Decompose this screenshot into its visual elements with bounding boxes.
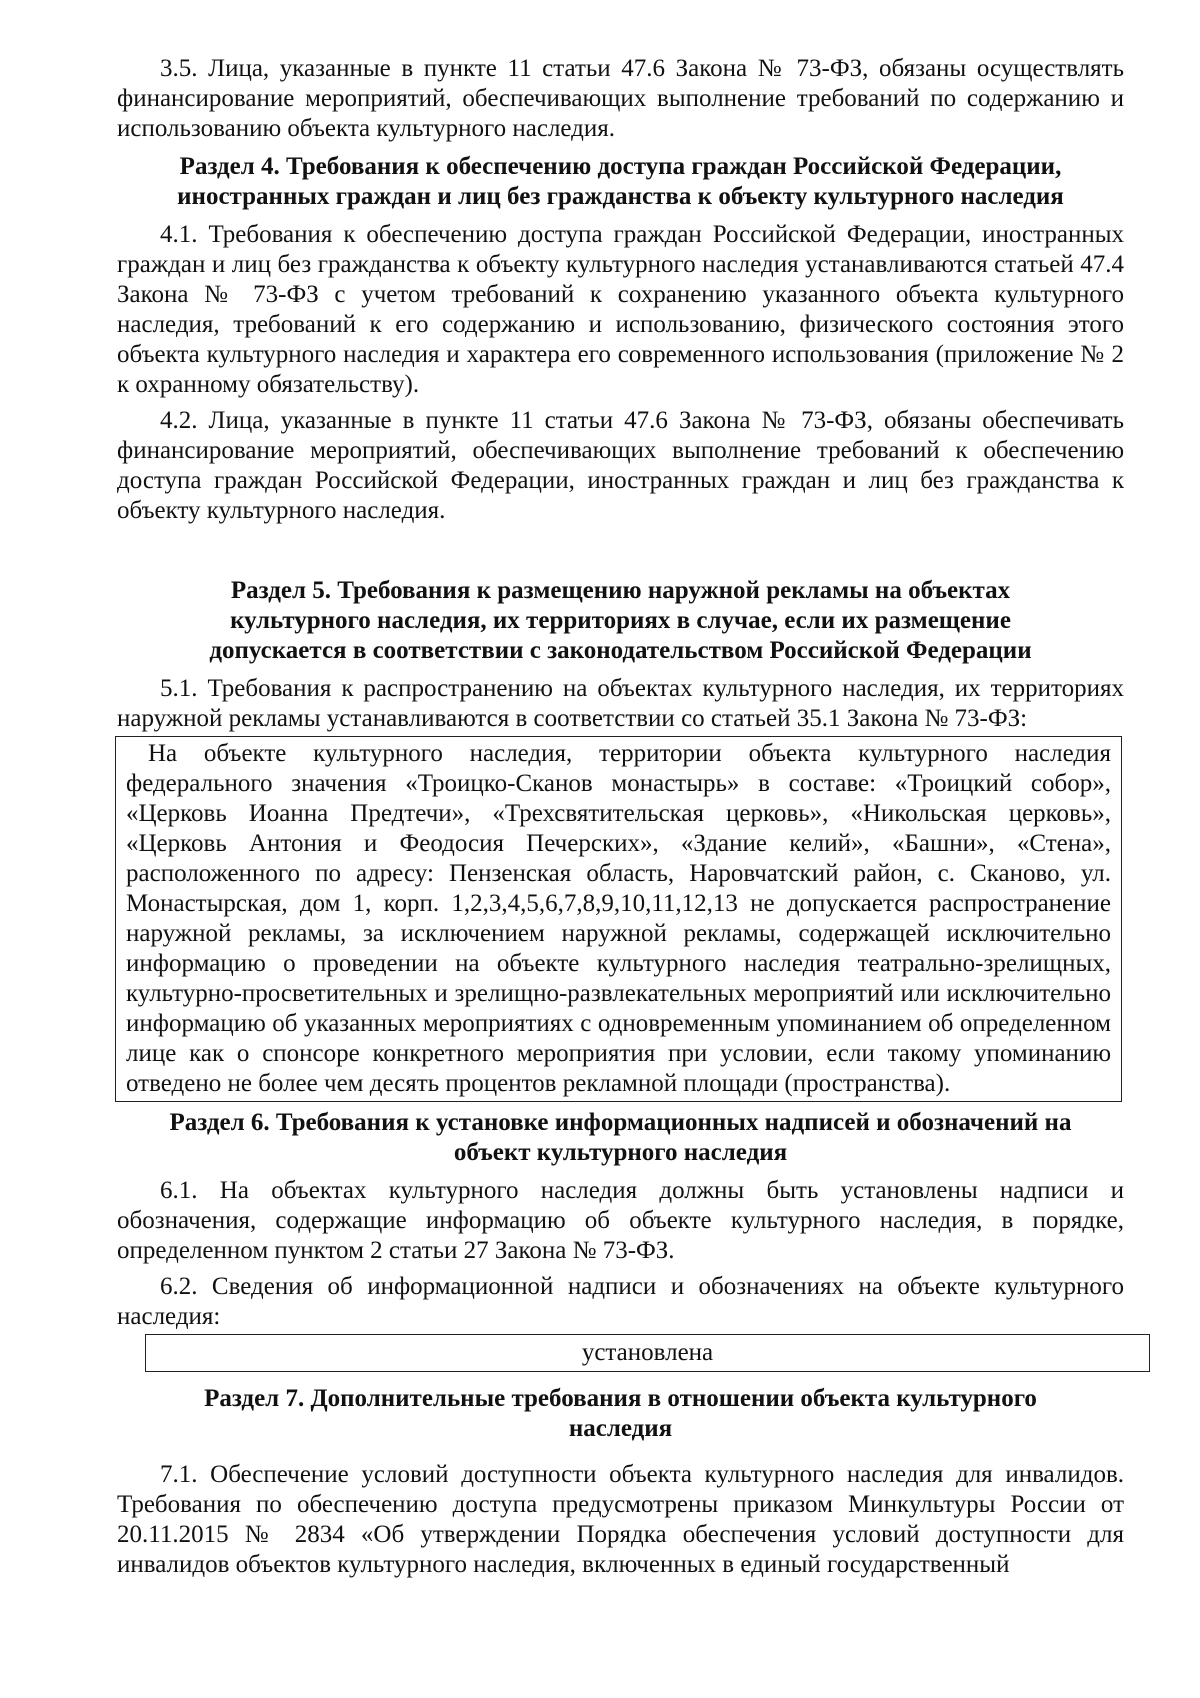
- inscription-status-value: установлена: [581, 1339, 714, 1366]
- section-5-heading: [117, 576, 1124, 666]
- advertising-requirements-text: На объекте культурного наследия, территории объекта культурного наследия федерального значения «Троицко-Сканов монастырь» в составе: «Троицкий собор», «Церковь Иоанна Предтечи», «Трехсвятительская церковь», «Никольская церковь», «Церковь Антония и Феодосия Печерских», «Здание келий», «Башни», «Стена», расположенного по адресу: Пензенская область, Наровчатский район, с. Сканово, ул. Монастырская, дом 1, корп. 1,2,3,4,5,6,7,8,9,10,11,12,13 не допускается распространение наружной рекламы, за исключением наружной рекламы, содержащей исключительно информацию о проведении на объекте культурного наследия театрально-зрелищных, культурно-просветительных и зрелищно-развлекательных мероприятий или исключительно информацию об указанных мероприятиях с одновременным упоминанием об определенном лице как о спонсоре конкретного мероприятия при условии, если такому упоминанию отведено не более чем десять процентов рекламной площади (пространства).: [126, 740, 1111, 1097]
- section-6-heading: [117, 1108, 1124, 1168]
- paragraph-4-2: 4.2. Лица, указанные в пункте 11 статьи 47.6 Закона № 73-ФЗ, обязаны обеспечивать финансирование мероприятий, обеспечивающих выполнение требований к обеспечению доступа граждан Российской Федерации, иностранных граждан и лиц без гражданства к объекту культурного наследия.: [117, 407, 1124, 524]
- section-5-heading-line-2: культурного наследия, их территориях в случае, если их размещение: [230, 607, 1011, 634]
- section-4-heading: [117, 152, 1124, 212]
- paragraph-3-5: 3.5. Лица, указанные в пункте 11 статьи 47.6 Закона № 73-ФЗ, обязаны осуществлять финансирование мероприятий, обеспечивающих выполнение требований по содержанию и использованию объекта культурного наследия.: [117, 55, 1124, 142]
- inscription-status-box: [145, 1334, 1150, 1372]
- section-4-heading-line-2: иностранных граждан и лиц без гражданства к объекту культурного наследия: [177, 183, 1064, 210]
- section-7-heading: [117, 1384, 1124, 1444]
- section-6-heading-line-2: объект культурного наследия: [453, 1139, 788, 1166]
- paragraph-4-1: 4.1. Требования к обеспечению доступа граждан Российской Федерации, иностранных граждан и лиц без гражданства к объекту культурного наследия устанавливаются статьей 47.4 Закона № 73-ФЗ с учетом требований к сохранению указанного объекта культурного наследия, требований к его содержанию и использованию, физического состояния этого объекта культурного наследия и характера его современного использования (приложение № 2 к охранному обязательству).: [117, 221, 1124, 398]
- paragraph-6-2: 6.2. Сведения об информационной надписи и обозначениях на объекте культурного наследия:: [117, 1273, 1124, 1330]
- paragraph-5-1: 5.1. Требования к распространению на объектах культурного наследия, их территориях наружной рекламы устанавливаются в соответствии со статьей 35.1 Закона № 73-ФЗ:: [117, 675, 1124, 732]
- section-7-heading-line-2: наследия: [568, 1415, 673, 1442]
- paragraph-7-1: 7.1. Обеспечение условий доступности объекта культурного наследия для инвалидов. Требования по обеспечению доступа предусмотрены приказом Минкультуры России от 20.11.2015 № 2834 «Об утверждении Порядка обеспечения условий доступности для инвалидов объектов культурного наследия, включенных в единый государственный: [117, 1461, 1124, 1578]
- paragraph-6-1: 6.1. На объектах культурного наследия должны быть установлены надписи и обозначения, содержащие информацию об объекте культурного наследия, в порядке, определенном пунктом 2 статьи 27 Закона № 73-ФЗ.: [117, 1177, 1124, 1264]
- section-7-heading-line-1: Раздел 7. Дополнительные требования в отношении объекта культурного: [204, 1385, 1037, 1412]
- section-4-heading-line-1: Раздел 4. Требования к обеспечению доступа граждан Российской Федерации,: [179, 153, 1062, 180]
- advertising-requirements-box: [115, 736, 1122, 1102]
- section-5-heading-line-3: допускается в соответствии с законодательством Российской Федерации: [209, 637, 1032, 664]
- section-6-heading-line-1: Раздел 6. Требования к установке информационных надписей и обозначений на: [169, 1109, 1072, 1136]
- section-5-heading-line-1: Раздел 5. Требования к размещению наружной рекламы на объектах: [230, 577, 1011, 604]
- document-page: [117, 54, 1124, 1580]
